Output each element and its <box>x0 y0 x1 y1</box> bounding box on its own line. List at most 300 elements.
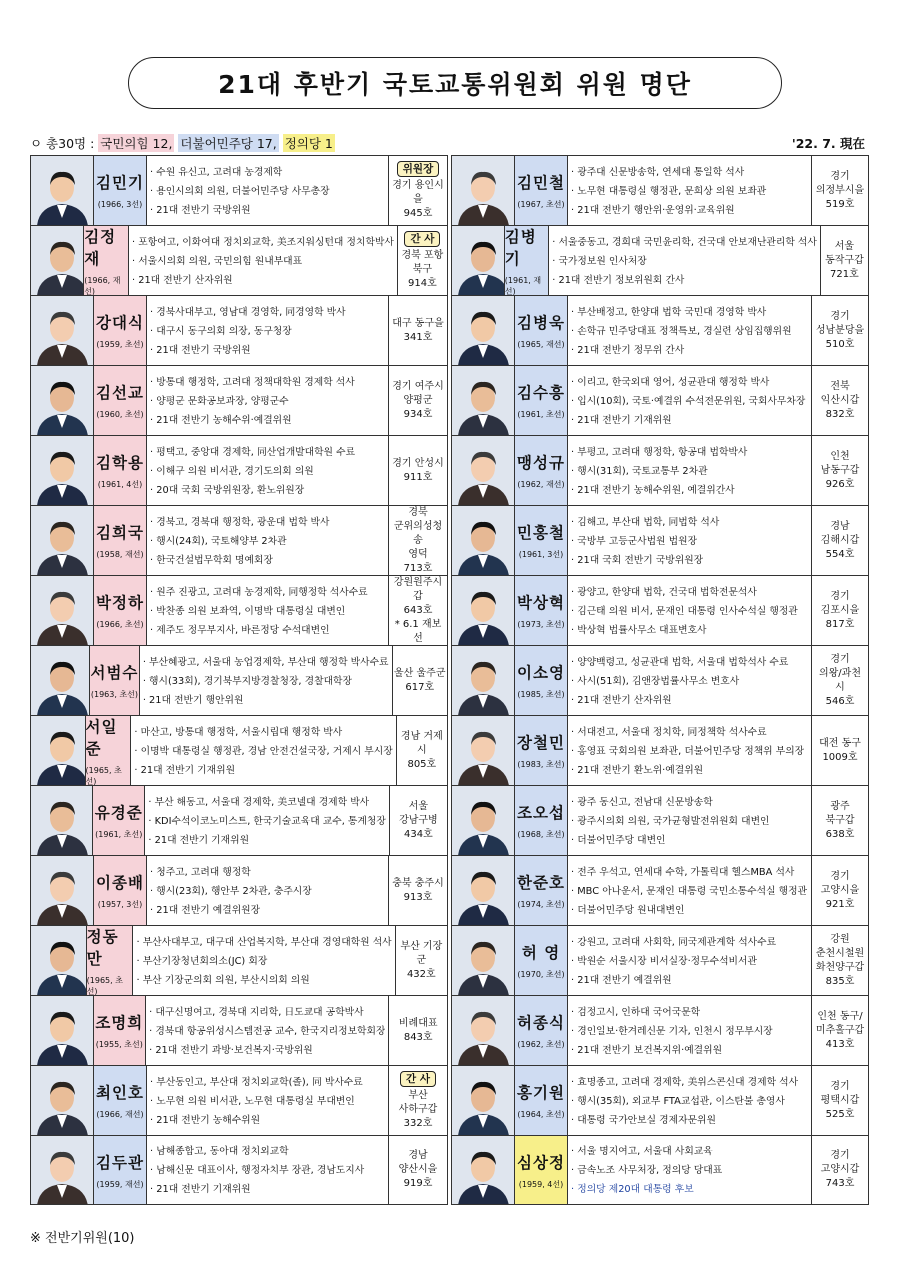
member-name: 강대식 <box>96 314 144 332</box>
career-line: · 21대 전반기 예결위원 <box>571 971 808 990</box>
member-photo <box>452 576 515 645</box>
member-row <box>451 155 869 225</box>
member-photo <box>452 296 515 365</box>
member-row <box>30 575 448 645</box>
member-birth-term: (1970, 초선) <box>517 970 565 979</box>
member-photo <box>31 926 87 995</box>
career-line: · 이해구 의원 비서관, 경기도의회 의원 <box>150 462 385 481</box>
career-line: · 금속노조 사무처장, 정의당 당대표 <box>571 1161 808 1180</box>
member-name-cell <box>93 786 145 855</box>
career-line: · 21대 전반기 행안위원 <box>143 691 389 710</box>
member-birth-term: (1960, 초선) <box>96 410 144 419</box>
member-photo <box>31 156 94 225</box>
member-career <box>147 1136 389 1204</box>
member-name-cell <box>515 856 568 925</box>
career-line: · 대구시 동구의회 의장, 동구청장 <box>150 322 385 341</box>
member-career <box>568 926 812 995</box>
member-birth-term: (1965, 재선) <box>517 340 565 349</box>
career-line: · 광양고, 한양대 법학, 건국대 법학전문석사 <box>571 583 808 602</box>
member-birth-term: (1974, 초선) <box>517 900 565 909</box>
member-photo <box>31 646 90 715</box>
member-name: 김학용 <box>96 454 144 472</box>
district-room: 경기 김포시을 817호 <box>820 590 860 630</box>
member-row <box>30 225 448 295</box>
member-row <box>451 365 869 435</box>
district-room: 경남 김해시갑 554호 <box>820 520 860 560</box>
career-line: · 광주시의회 의원, 국가균형발전위원회 대변인 <box>571 812 808 831</box>
member-district <box>812 1066 868 1135</box>
member-name-cell <box>515 716 568 785</box>
member-district <box>389 506 447 575</box>
member-district <box>389 366 447 435</box>
member-row <box>30 855 448 925</box>
district-room: 전북 익산시갑 832호 <box>820 380 860 420</box>
district-room: 충북 충주시 913호 <box>392 877 444 903</box>
member-career <box>147 436 389 505</box>
career-line: · 용인시의회 의원, 더불어민주당 사무총장 <box>150 182 385 201</box>
member-photo <box>452 856 515 925</box>
member-district <box>389 156 447 225</box>
career-line: · KDI수석이코노미스트, 한국기술교육대 교수, 통계청장 <box>148 812 385 831</box>
member-name: 김희국 <box>96 524 144 542</box>
career-line: · 행시(24회), 국토해양부 2차관 <box>150 532 385 551</box>
career-line: · 한국건설법무학회 명예회장 <box>150 551 385 570</box>
career-line: · 입시(10회), 국토·예결위 수석전문위원, 국회사무차장 <box>571 392 808 411</box>
career-line: · 대구신명여고, 경북대 지리학, 日도쿄대 공학박사 <box>149 1003 385 1022</box>
member-name-cell <box>87 926 134 995</box>
district-room: 인천 동구/ 미추홀구갑 413호 <box>815 1010 865 1050</box>
district-room: 경기 용인시을 945호 <box>392 179 444 219</box>
member-birth-term: (1955, 초선) <box>95 1040 143 1049</box>
career-line: · 부산동인고, 부산대 정치외교학(졸), 同 박사수료 <box>150 1073 385 1092</box>
career-line: · 이명박 대통령실 행정관, 경남 안전건설국장, 거제시 부시장 <box>134 742 392 761</box>
member-birth-term: (1965, 초선) <box>85 765 122 786</box>
member-name-cell <box>515 1066 568 1135</box>
district-room: 광주 북구갑 638호 <box>825 800 855 840</box>
career-line: · 홍영표 국회의원 보좌관, 더불어민주당 정책위 부의장 <box>571 742 808 761</box>
career-line: · 국방부 고등군사법원 법원장 <box>571 532 808 551</box>
district-room: 경기 여주시 양평군 934호 <box>392 380 444 420</box>
title-box <box>128 57 782 109</box>
member-career <box>147 156 389 225</box>
member-name-cell <box>515 996 568 1065</box>
member-birth-term: (1965, 초선) <box>86 975 123 996</box>
career-line: · 사시(51회), 김앤장법률사무소 변호사 <box>571 672 808 691</box>
career-line: · 서울시의회 의원, 국민의힘 원내부대표 <box>132 252 394 271</box>
member-photo <box>452 996 515 1065</box>
member-name: 정동만 <box>86 927 119 968</box>
member-name-cell <box>94 576 147 645</box>
member-name: 이종배 <box>96 874 144 892</box>
member-name: 서범수 <box>90 664 139 682</box>
career-line: · 박찬종 의원 보좌역, 이명박 대통령실 대변인 <box>150 602 385 621</box>
member-career <box>147 576 389 645</box>
career-line: · 21대 전반기 과방·보건복지·국방위원 <box>149 1041 385 1060</box>
career-line: · 21대 전반기 기재위원 <box>134 761 392 780</box>
member-photo <box>452 436 515 505</box>
career-line: · 경북고, 경북대 행정학, 광운대 법학 박사 <box>150 513 385 532</box>
member-photo <box>452 716 515 785</box>
member-birth-term: (1957, 3선) <box>97 900 143 909</box>
member-row <box>451 715 869 785</box>
member-row <box>451 855 869 925</box>
member-name-cell <box>515 436 568 505</box>
member-birth-term: (1958, 재선) <box>96 550 144 559</box>
career-line: · 서울 명지여고, 서울대 사회교육 <box>571 1142 808 1161</box>
career-line: · 21대 전반기 예결위원장 <box>150 901 385 920</box>
member-photo <box>452 1066 515 1135</box>
district-room: 울산 울주군 617호 <box>394 667 446 693</box>
member-career <box>147 366 389 435</box>
member-district <box>812 786 868 855</box>
career-line: · 부산혜광고, 서울대 농업경제학, 부산대 행정학 박사수료 <box>143 653 389 672</box>
career-line: · 이리고, 한국외대 영어, 성균관대 행정학 박사 <box>571 373 808 392</box>
member-name-cell <box>94 996 147 1065</box>
member-name-cell <box>505 226 549 295</box>
career-line: · 서울중동고, 경희대 국민윤리학, 건국대 안보재난관리학 석사 <box>552 233 817 252</box>
career-line: · 서대전고, 서울대 정치학, 同정책학 석사수료 <box>571 723 808 742</box>
member-district <box>389 436 447 505</box>
member-birth-term: (1983, 초선) <box>517 760 565 769</box>
member-career <box>568 296 812 365</box>
career-line: · 박상혁 법률사무소 대표변호사 <box>571 621 808 640</box>
district-room: 경기 의왕/과천 시 546호 <box>818 653 861 707</box>
member-district <box>812 646 868 715</box>
member-district <box>812 996 868 1065</box>
member-row <box>30 645 448 715</box>
district-room: 경남 거제시 805호 <box>400 730 443 770</box>
member-career <box>568 1136 812 1204</box>
member-career <box>146 996 389 1065</box>
member-photo <box>31 366 94 435</box>
member-name: 심상정 <box>517 1153 565 1172</box>
member-career <box>568 366 812 435</box>
member-district <box>812 156 868 225</box>
member-name-cell <box>515 786 568 855</box>
member-name-cell <box>94 856 147 925</box>
member-row <box>30 505 448 575</box>
member-photo <box>31 996 94 1065</box>
career-line: · 남해신문 대표이사, 행정자치부 장관, 경남도지사 <box>150 1161 385 1180</box>
member-birth-term: (1973, 초선) <box>517 620 565 629</box>
member-row <box>30 925 448 995</box>
member-photo <box>452 1136 515 1204</box>
career-line: · 부평고, 고려대 행정학, 항공대 법학박사 <box>571 443 808 462</box>
member-photo <box>31 226 84 295</box>
member-name-cell <box>515 156 568 225</box>
member-name-cell <box>90 646 140 715</box>
career-line: · 부산 해동고, 서울대 경제학, 美코넬대 경제학 박사 <box>148 793 385 812</box>
member-district <box>389 576 447 645</box>
district-room: 경기 성남분당을 510호 <box>815 310 865 350</box>
member-name: 김정재 <box>84 227 117 268</box>
member-name-cell <box>94 156 147 225</box>
member-district <box>821 226 868 295</box>
career-line: · 21대 전반기 환노위·예결위원 <box>571 761 808 780</box>
member-district <box>389 1136 447 1204</box>
member-name-cell <box>94 436 147 505</box>
member-photo <box>31 1136 94 1204</box>
member-row <box>451 995 869 1065</box>
career-line: · 부산기장청년회의소(JC) 회장 <box>136 952 391 971</box>
member-row <box>451 1135 869 1205</box>
district-room: 강원원주시갑 643호 * 6.1 재보선 <box>393 576 443 644</box>
member-name: 김수흥 <box>517 384 565 402</box>
career-line: · 21대 전반기 행안위·운영위·교육위원 <box>571 201 808 220</box>
member-photo <box>31 856 94 925</box>
career-line: · 남해종합고, 동아대 정치외교학 <box>150 1142 385 1161</box>
member-birth-term: (1966, 재선) <box>96 1110 144 1119</box>
member-district <box>397 716 447 785</box>
member-name-cell <box>84 226 129 295</box>
member-name: 김병기 <box>504 227 537 268</box>
member-career <box>133 926 395 995</box>
member-district <box>389 996 447 1065</box>
career-line: · 더불어민주당 대변인 <box>571 831 808 850</box>
district-room: 서울 강남구병 434호 <box>399 800 438 840</box>
member-row <box>30 435 448 505</box>
member-career <box>147 856 389 925</box>
member-photo <box>452 156 515 225</box>
member-name-cell <box>515 646 568 715</box>
member-row <box>30 365 448 435</box>
member-district <box>398 226 447 295</box>
career-line: · 노무현 대통령실 행정관, 문희상 의원 보좌관 <box>571 182 808 201</box>
justice-count: 정의당 1 <box>284 136 333 151</box>
member-name: 민홍철 <box>517 524 565 542</box>
career-line: · 김해고, 부산대 법학, 同법학 석사 <box>571 513 808 532</box>
member-career <box>140 646 393 715</box>
district-room: 경기 고양시을 921호 <box>820 870 860 910</box>
career-line: · 21대 전반기 농해수위원 <box>150 1111 385 1130</box>
career-line: · 21대 전반기 정무위 간사 <box>571 341 808 360</box>
career-line: · 21대 전반기 농해수위·예결위원 <box>150 411 385 430</box>
district-room: 대구 동구을 341호 <box>392 317 444 343</box>
member-career <box>568 576 812 645</box>
member-photo <box>452 506 515 575</box>
member-row <box>451 575 869 645</box>
summary-prefix: ㅇ 총30명 : <box>30 136 95 151</box>
member-career <box>129 226 398 295</box>
career-line: · 행시(23회), 행안부 2차관, 충주시장 <box>150 882 385 901</box>
career-line: · 방통대 행정학, 고려대 정책대학원 경제학 석사 <box>150 373 385 392</box>
member-photo <box>31 506 94 575</box>
career-line: · 21대 전반기 기재위원 <box>150 1180 385 1199</box>
member-district <box>812 506 868 575</box>
member-name: 맹성규 <box>517 454 565 472</box>
district-room: 경기 평택시갑 525호 <box>820 1080 860 1120</box>
member-name: 허 영 <box>521 944 561 962</box>
career-line: · 부산사대부고, 대구대 산업복지학, 부산대 경영대학원 석사 <box>136 933 391 952</box>
member-photo <box>452 786 515 855</box>
member-photo <box>31 786 93 855</box>
district-room: 서울 동작구갑 721호 <box>825 240 864 280</box>
member-career <box>568 996 812 1065</box>
member-birth-term: (1961, 초선) <box>517 410 565 419</box>
member-row <box>451 225 869 295</box>
member-district <box>812 1136 868 1204</box>
member-photo <box>452 366 515 435</box>
member-district <box>812 926 868 995</box>
career-line: · 평택고, 중앙대 경제학, 同산업개발대학원 수료 <box>150 443 385 462</box>
member-row <box>30 715 448 785</box>
role-badge: 위원장 <box>397 161 439 177</box>
member-name-cell <box>94 366 147 435</box>
career-line: · 21대 전반기 정보위원회 간사 <box>552 271 817 290</box>
career-line: · 청주고, 고려대 행정학 <box>150 863 385 882</box>
member-name: 홍기원 <box>517 1084 565 1102</box>
career-line: · 경북대 항공위성시스템전공 교수, 한국지리정보학회장 <box>149 1022 385 1041</box>
member-row <box>451 435 869 505</box>
member-name-cell <box>515 296 568 365</box>
member-row <box>30 1065 448 1135</box>
member-career <box>568 1066 812 1135</box>
career-line: · 부산배정고, 한양대 법학 국민대 경영학 박사 <box>571 303 808 322</box>
member-name: 김병욱 <box>517 314 565 332</box>
career-line: · 대통령 국가안보실 경제자문위원 <box>571 1111 808 1130</box>
member-name: 조오섭 <box>517 804 565 822</box>
career-line: · 행시(31회), 국토교통부 2차관 <box>571 462 808 481</box>
member-birth-term: (1961, 3선) <box>518 550 564 559</box>
member-name: 최인호 <box>96 1084 144 1102</box>
member-birth-term: (1964, 초선) <box>517 1110 565 1119</box>
member-row <box>451 645 869 715</box>
district-room: 대전 동구 1009호 <box>819 737 861 763</box>
member-district <box>393 646 447 715</box>
member-birth-term: (1959, 4선) <box>518 1179 564 1189</box>
role-badge: 간 사 <box>400 1071 436 1087</box>
career-line: · 21대 전반기 농해수위원, 예결위간사 <box>571 481 808 500</box>
member-name-cell <box>515 926 568 995</box>
member-photo <box>452 646 515 715</box>
member-birth-term: (1985, 초선) <box>517 690 565 699</box>
member-career <box>568 646 812 715</box>
member-career <box>145 786 389 855</box>
member-photo <box>452 926 515 995</box>
career-line: · 21대 국회 전반기 국방위원장 <box>571 551 808 570</box>
member-row <box>30 1135 448 1205</box>
career-line: · 광주 동신고, 전남대 신문방송학 <box>571 793 808 812</box>
member-career <box>568 156 812 225</box>
member-summary <box>30 133 865 153</box>
member-birth-term: (1966, 초선) <box>96 620 144 629</box>
career-line: · 21대 전반기 보건복지위·예결위원 <box>571 1041 808 1060</box>
member-district <box>812 716 868 785</box>
career-line: · 검정고시, 인하대 국어국문학 <box>571 1003 808 1022</box>
career-line: · 국가정보원 인사처장 <box>552 252 817 271</box>
career-line: · 김근태 의원 비서, 문재인 대통령 인사수석실 행정관 <box>571 602 808 621</box>
member-name: 김선교 <box>96 384 144 402</box>
career-line: · 효명종고, 고려대 경제학, 美위스콘신대 경제학 석사 <box>571 1073 808 1092</box>
district-room: 인천 남동구갑 926호 <box>820 450 860 490</box>
member-birth-term: (1961, 초선) <box>95 830 143 839</box>
member-district <box>390 786 447 855</box>
member-district <box>812 366 868 435</box>
as-of-date: '22. 7. 現在 <box>791 136 865 151</box>
member-row <box>30 785 448 855</box>
member-career <box>568 786 812 855</box>
member-photo <box>31 1066 94 1135</box>
member-birth-term: (1962, 재선) <box>517 480 565 489</box>
member-name: 조명희 <box>95 1014 144 1032</box>
member-career <box>568 506 812 575</box>
career-line: · 손학규 민주당대표 정책특보, 경실련 상임집행위원 <box>571 322 808 341</box>
member-birth-term: (1962, 초선) <box>517 1040 565 1049</box>
career-line: · 전주 우석고, 연세대 수학, 가톨릭대 헬스MBA 석사 <box>571 863 808 882</box>
member-name: 김민기 <box>96 174 144 192</box>
member-name-cell <box>94 1066 147 1135</box>
member-name: 김두관 <box>96 1153 144 1172</box>
member-row <box>30 995 448 1065</box>
career-line: · 제주도 정무부지사, 바른정당 수석대변인 <box>150 621 385 640</box>
career-line: · 양평군 문화공보과장, 양평군수 <box>150 392 385 411</box>
member-photo <box>31 296 94 365</box>
career-line: · 행시(35회), 외교부 FTA교섭관, 이스탄불 총영사 <box>571 1092 808 1111</box>
member-career <box>568 716 812 785</box>
member-district <box>812 436 868 505</box>
member-name-cell <box>86 716 132 785</box>
member-name: 김민철 <box>517 174 565 192</box>
career-line: · 21대 전반기 산자위원 <box>571 691 808 710</box>
career-line: · 행시(33회), 경기북부지방경찰청장, 경찰대학장 <box>143 672 389 691</box>
career-line: · 경북사대부고, 영남대 경영학, 同경영학 박사 <box>150 303 385 322</box>
member-name: 박정하 <box>96 594 144 612</box>
member-birth-term: (1961, 재선) <box>504 275 542 296</box>
ppp-count: 국민의힘 12, <box>100 136 173 151</box>
member-district <box>389 856 447 925</box>
career-line: · 20대 국회 국방위원장, 환노위원장 <box>150 481 385 500</box>
dem-count: 더불어민주당 17, <box>180 136 277 151</box>
member-name-cell <box>515 506 568 575</box>
page-title: 21대 후반기 국토교통위원회 위원 명단 <box>218 70 692 99</box>
member-name-cell <box>94 296 147 365</box>
career-line: · 21대 전반기 산자위원 <box>132 271 394 290</box>
member-row <box>451 1065 869 1135</box>
career-line: · 부산 기장군의회 의원, 부산시의회 의원 <box>136 971 391 990</box>
district-room: 경북 포항북구 914호 <box>401 249 444 289</box>
district-room: 경기 안성시 911호 <box>392 457 444 483</box>
career-line: · 경인일보·한겨레신문 기자, 인천시 정무부시장 <box>571 1022 808 1041</box>
member-row <box>451 295 869 365</box>
member-birth-term: (1961, 4선) <box>97 480 143 489</box>
role-badge: 간 사 <box>404 231 440 247</box>
district-room: 경남 양산시을 919호 <box>398 1150 438 1189</box>
career-line: · 포항여고, 이화여대 정치외교학, 美조지워싱턴대 정치학박사 <box>132 233 394 252</box>
career-line: · 원주 진광고, 고려대 농경제학, 同행정학 석사수료 <box>150 583 385 602</box>
career-line: · 광주대 신문방송학, 연세대 통일학 석사 <box>571 163 808 182</box>
member-birth-term: (1966, 재선) <box>84 275 121 296</box>
member-birth-term: (1959, 재선) <box>96 1179 144 1189</box>
member-row <box>451 785 869 855</box>
career-line: · 21대 전반기 기재위원 <box>571 411 808 430</box>
left-member-column <box>30 155 448 1205</box>
career-line: · 더불어민주당 원내대변인 <box>571 901 808 920</box>
district-room: 강원 춘천시철원화천양구갑 835호 <box>815 933 865 987</box>
district-room: 경기 의정부시을 519호 <box>815 170 865 210</box>
member-name: 허종식 <box>517 1014 565 1032</box>
district-room: 부산 기장군 432호 <box>400 940 443 980</box>
member-career <box>147 1066 389 1135</box>
member-birth-term: (1966, 3선) <box>97 200 143 209</box>
career-line: · 21대 전반기 국방위원 <box>150 201 385 220</box>
member-name: 한준호 <box>517 874 565 892</box>
member-photo <box>31 436 94 505</box>
member-name-cell <box>94 1136 147 1204</box>
career-line: · 강원고, 고려대 사회학, 同국제관계학 석사수료 <box>571 933 808 952</box>
career-line: · 수원 유신고, 고려대 농경제학 <box>150 163 385 182</box>
member-row <box>451 505 869 575</box>
member-row <box>451 925 869 995</box>
